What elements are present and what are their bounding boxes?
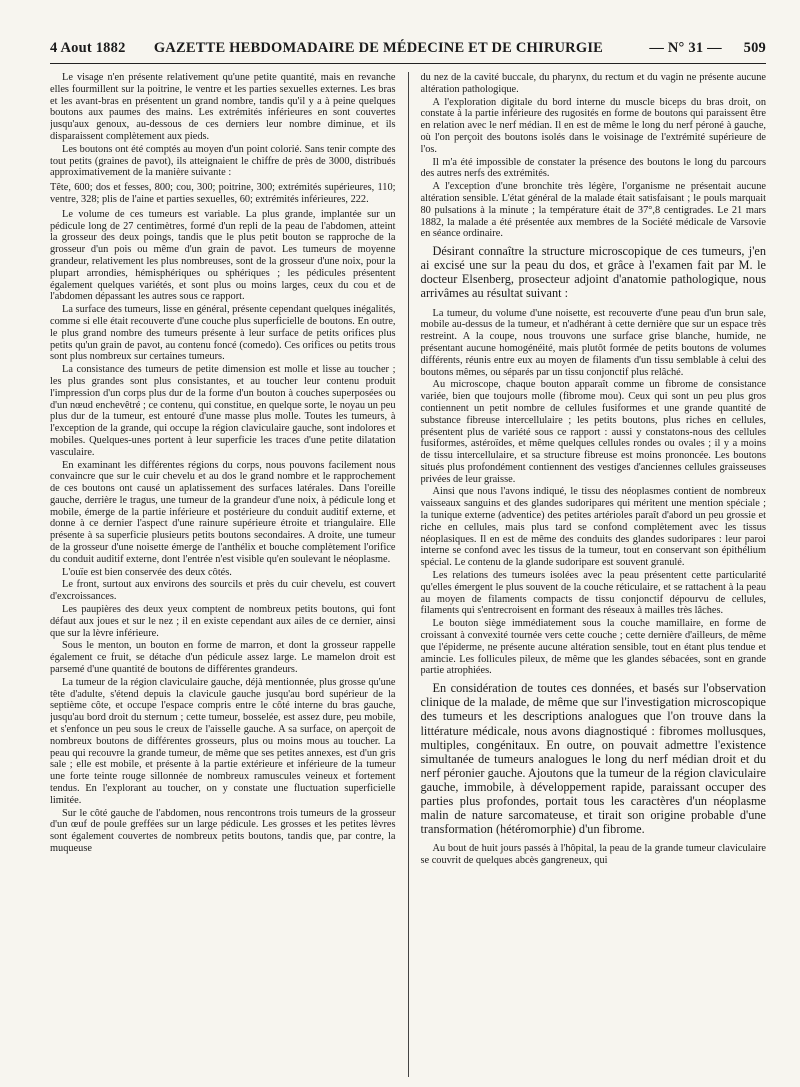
paragraph: En examinant les différentes régions du corps, nous pouvons facilement nous convaincre que sur le cuir chevelu et au dos le grand nombre et le rapprochement de ces boutons ont causé un aplatissement des surfaces latérales. Dans l'oreille gauche, derrière le tragus, une tumeur de la grandeur d'une noix, à pédicule long et mobile, émerge de la partie inférieure et postérieure du conduit auditif externe, et donne à ce dernier l'aspect d'une rainure supérieure étroite et triangulaire. Elle présente à sa superficie plusieurs petits boutons secondaires. A droite, une tumeur de la grosseur d'une noisette émerge de l'anthélix et bouche complètement l'orifice du conduit auditif externe, dont l'entrée n'est visible qu'en soulevant le néoplasme. [50,459,396,565]
right-column [421,72,767,1077]
header-issue-page [631,40,766,57]
column-divider [408,72,409,1077]
page-number: 509 [743,40,766,56]
paragraph: Le volume de ces tumeurs est variable. La plus grande, implantée sur un pédicule long de 27 centimètres, formé d'un repli de la peau de l'abdomen, atteint la grosseur des deux poings, tandis que le plus petit bouton se rapproche de la grosseur d'un pois ou même d'un grain de pavot. Les tumeurs de moyenne grandeur, relativement les plus nombreuses, sont de la grosseur d'une noix, pour la plupart arrondies, hémisphériques ou sphériques ; les pédicules présentent également quelques variétés, et sont plus ou moins larges, ceux du cou et de l'abdomen dépassant les autres sous ce rapport. [50,208,396,303]
paragraph: Le visage n'en présente relativement qu'une petite quantité, mais en revanche elles fourmillent sur la poitrine, le ventre et les parties sexuelles externes. Les bras et les avant-bras en présentent un grand nombre, tandis qu'il y a à peine quelques boutons aux paumes des mains. Les extrémités inférieures en sont couvertes jusqu'aux genoux, au-dessous de ces derniers leur nombre diminue, et ils disparaissent complètement aux pieds. [50,72,396,142]
paragraph: Le bouton siège immédiatement sous la couche mamillaire, en forme de croissant à convexité tournée vers cette couche ; cette dernière d'ailleurs, de même que l'épiderme, ne présente aucune altération sensible, tout en étant plus tendue et amincie. Les follicules pileux, de même que les glandes sébacées, sont en grande partie atrophiées. [420,618,767,677]
paragraph: Il m'a été impossible de constater la présence des boutons le long du parcours des autres nerfs des extrémités. [420,156,767,180]
text-columns [50,72,766,1077]
paragraph: La tumeur, du volume d'une noisette, est recouverte d'une peau d'un brun sale, mobile au-dessus de la tumeur, et n'adhérant à cette dernière que sur un espace très restreint. A la coupe, nous trouvons une surface grise blanche, humide, ne présentant aucune homogénéité, mais plutôt formée de petits boutons de volumes différents, réunis entre eux au moyen de filaments d'un tissu semblable à celui des boutons mêmes, ou séparés par un tissu conjonctif plus relâché. [420,307,767,378]
paragraph: Sous le menton, un bouton en forme de marron, et dont la grosseur rappelle également ce fruit, se détache d'un pédicule assez large. Le mamelon droit est parsemé d'une quantité de boutons de différentes grandeurs. [50,640,396,676]
paragraph: L'ouïe est bien conservée des deux côtés. [62,566,232,578]
paragraph: Désirant connaître la structure microscopique de ces tumeurs, j'en ai excisé une sur la peau du dos, et grâce à l'examen fait par M. le docteur Elsenberg, prosecteur adjoint d'anatomie pathologique, nous arrivâmes au résultat suivant : [420,244,767,301]
paragraph: Les relations des tumeurs isolées avec la peau présentent cette particularité qu'elles émergent le plus souvent de la couche réticulaire, et se rattachent à la peau au moyen de filaments compacts de tissu conjonctif dépourvu de cellules, filaments qui s'entrecroisent en formant des réseaux à mailles très lâches. [420,570,767,617]
journal-title: GAZETTE HEBDOMADAIRE DE MÉDECINE ET DE CHIRURGIE [153,40,604,56]
paragraph: La tumeur de la région claviculaire gauche, déjà mentionnée, plus grosse qu'une tête d'adulte, s'étend depuis la clavicule gauche jusqu'au bord supérieur de la septième côte, et occupe l'espace compris entre le côté interne du bras gauche, jusqu'au bord droit du sternum ; cette tumeur, bosselée, est assez dure, peu mobile, et s'enfonce un peu sous le creux de l'aisselle gauche. A sa surface, on aperçoit de nombreux boutons de différentes grosseurs, plus ou moins mous au toucher. La peau qui recouvre la grande tumeur, de même que ses petites annexes, est d'un gris sale ; elle est mobile, et présente à la partie extérieure et inférieure de la tumeur une forte teinte rouge sillonnée de nombreux ramuscules veineux et fortement tendus. En l'explorant au toucher, on y constate une fluctuation superficielle limitée. [50,676,396,806]
paragraph: Les paupières des deux yeux comptent de nombreux petits boutons, qui font défaut aux joues et sur le nez ; il en existe cependant aux ailes de ce dernier, ainsi que sur la lèvre inférieure. [50,604,396,639]
paragraph: A l'exception d'une bronchite très légère, l'organisme ne présentait aucune altération sensible. L'état général de la malade était satisfaisant ; le pouls marquait 80 pulsations à la minute ; la température était de 37°,8 centigrades. Le 21 mars 1882, la malade a été présentée aux membres de la Société médicale de Varsovie en séance ordinaire. [420,181,767,240]
paragraph: Ainsi que nous l'avons indiqué, le tissu des néoplasmes contient de nombreux vaisseaux sanguins et des glandes sudoripares qui méritent une mention spéciale ; la tunique externe (adventice) des petites artérioles paraît d'abord un peu grossie et riche en cellules, mais plus tard se confond complètement avec les tissus néoplasiques. Il en est de même des conduits des glandes sudoripares : leur paroi interne se confond avec les tissus de la tumeur, tout en conservant son épithélium spécial. Le contenu de la glande sudoripare est souvent granulé. [420,486,767,569]
paragraph: Au bout de huit jours passés à l'hôpital, la peau de la grande tumeur claviculaire se couvrit de quelques abcès gangreneux, qui [420,843,767,867]
paragraph: A l'exploration digitale du bord interne du muscle biceps du bras droit, on constate à la partie inférieure des rugosités en forme de boutons qui paraissent être en relation avec le nerf médian. Il en est de même le long du nerf péroné à gauche, où l'on perçoit des boutons isolés dans le voisinage de l'extrémité supérieure de l'os. [420,96,767,155]
paragraph: du nez de la cavité buccale, du pharynx, du rectum et du vagin ne présente aucune altération pathologique. [420,72,767,95]
issue-number: — N° 31 — [649,40,722,56]
paragraph: Le front, surtout aux environs des sourcils et près du cuir chevelu, est couvert d'excroissances. [50,579,396,603]
header-date: 4 Aout 1882 [50,40,126,56]
paragraph: Sur le côté gauche de l'abdomen, nous rencontrons trois tumeurs de la grosseur d'un œuf de poule greffées sur un large pédicule. Les grosses et les petites lèvres sont également couvertes de nombreux petits boutons, tandis que, par contre, la muqueuse [50,807,396,854]
paragraph: Tête, 600; dos et fesses, 800; cou, 300; poitrine, 300; extrémités supérieures, 110; ventre, 328; plis de l'aine et parties sexuelles, 60; extrémités inférieures, 222. [50,182,396,205]
page-header [50,40,766,64]
left-column [50,72,396,1077]
paragraph: La consistance des tumeurs de petite dimension est molle et lisse au toucher ; les plus grandes sont plus consistantes, et au toucher leur contenu produit l'impression d'un corps plus dur de la forme d'un bouton à couches superposées ou d'un nœud enchevêtré ; ce contenu, qui constitue, en quelque sorte, le noyau un peu plus dur de la tumeur, est entouré d'une masse plus molle. Toutes les tumeurs, à l'exception de la grande, qui occupe la région claviculaire gauche, sont indolores et mobiles. Quelques-unes portent à leur superficie les traces d'une petite dilatation vasculaire. [50,364,396,458]
paragraph: La surface des tumeurs, lisse en général, présente cependant quelques inégalités, comme si elle était recouverte d'une couche plus superficielle de boutons. En outre, le plus grand nombre des tumeurs présente à leur surface de petits orifices plus petits qu'un grain de pavot, au contenu foncé (comedo). Ces orifices ou petits trous sont plus nombreux sur certaines tumeurs. [50,304,396,363]
paragraph: Les boutons ont été comptés au moyen d'un point colorié. Sans tenir compte des tout petits (graines de pavot), ils atteignaient le chiffre de près de 3000, distribués approximativement de la manière suivante : [50,143,396,179]
paragraph: En considération de toutes ces données, et basés sur l'observation clinique de la malade, de même que sur l'investigation microscopique des tumeurs et les descriptions analogues que l'on trouve dans la littérature médicale, nous avons diagnostiqué : fibromes mollusques, multiples, congénitaux. En outre, on pouvait admettre l'existence simultanée de tumeurs analogues le long du nerf médian droit et du nerf péronier gauche. Ajoutons que la tumeur de la région claviculaire gauche, immobile, à développement rapide, paraissant occuper des parties plus profondes, portait tous les caractères d'un néoplasme malin de nature sarcomateuse, et tirait son origine probable d'une transformation (hétéromorphie) d'un fibrome. [420,681,767,837]
paragraph: Au microscope, chaque bouton apparaît comme un fibrome de consistance variée, bien que toujours molle (fibrome mou). Ceux qui sont un peu plus gros contiennent un petit nombre de cellules fusiformes et une grande quantité de substance fibreuse intercellulaire ; les petits boutons, plus riches en cellules, présentent plus de variété sous ce rapport : aussi y constatons-nous des cellules fusiformes, astéroïdes, et même quelques cellules rondes ou ovales ; il y a moins de tissu intercellulaire, et sa structure fibreuse est moins prononcée. Les boutons situés plus profondément contiennent des vestiges d'anciennes cellules graisseuses privées de leur graisse. [420,379,767,485]
